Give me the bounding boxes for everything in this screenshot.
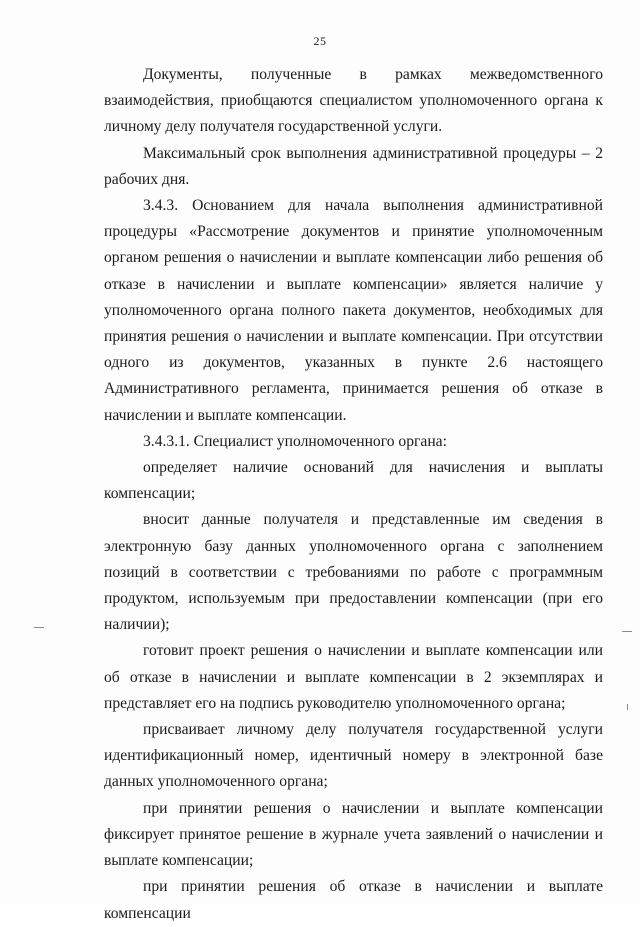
paragraph-determines-grounds: определяет наличие оснований для начисления и выплаты компенсации; <box>104 459 603 503</box>
scan-mark-left <box>34 627 44 628</box>
scan-mark-right <box>622 631 632 632</box>
scan-mark-right-lower <box>627 704 628 710</box>
paragraph-3-4-3-1: 3.4.3.1. Специалист уполномоченного органа: <box>143 432 447 450</box>
paragraph-assigns-number: присваивает личному делу получателя государственной услуги идентификационный номер, идентичный номеру в электронной базе данных уполномоченного органа; <box>104 721 603 791</box>
paragraph-refusal-decision: при принятии решения об отказе в начислении и выплате компенсации <box>104 878 603 922</box>
paragraph-enters-data: вносит данные получателя и представленные им сведения в электронную базу данных уполномоченного органа с заполнением позиций в соответствии с требованиями по работе с программным продуктом, используемым при предоставлении компенсации (при его наличии); <box>104 511 603 634</box>
paragraph-interagency-documents: Документы, полученные в рамках межведомственного взаимодействия, приобщаются специалистом уполномоченного органа к личному делу получателя государственной услуги. <box>104 66 603 136</box>
paragraph-max-duration: Максимальный срок выполнения административной процедуры – 2 рабочих дня. <box>104 144 603 188</box>
paragraph-prepares-draft: готовит проект решения о начислении и выплате компенсации или об отказе в начислении и выплате компенсации в 2 экземплярах и представляет его на подпись руководителю уполномоченного органа; <box>104 642 603 712</box>
paragraph-records-decision: при принятии решения о начислении и выплате компенсации фиксирует принятое решение в журнале учета заявлений о начислении и выплате компенсации; <box>104 799 603 870</box>
page-number: 25 <box>313 34 327 48</box>
document-body <box>104 62 603 927</box>
paragraph-3-4-3: 3.4.3. Основанием для начала выполнения административной процедуры «Рассмотрение документов и принятие уполномоченным органом решения о начислении и выплате компенсации либо решения об отказе в начислении и выплате компенсации» является наличие у уполномоченного органа полного пакета документов, необходимых для принятия решения о начислении и выплате компенсации. При отсутствии одного из документов, указанных в пункте 2.6 настоящего Административного регламента, принимается решения об отказе в начислении и выплате компенсации. <box>104 197 603 424</box>
